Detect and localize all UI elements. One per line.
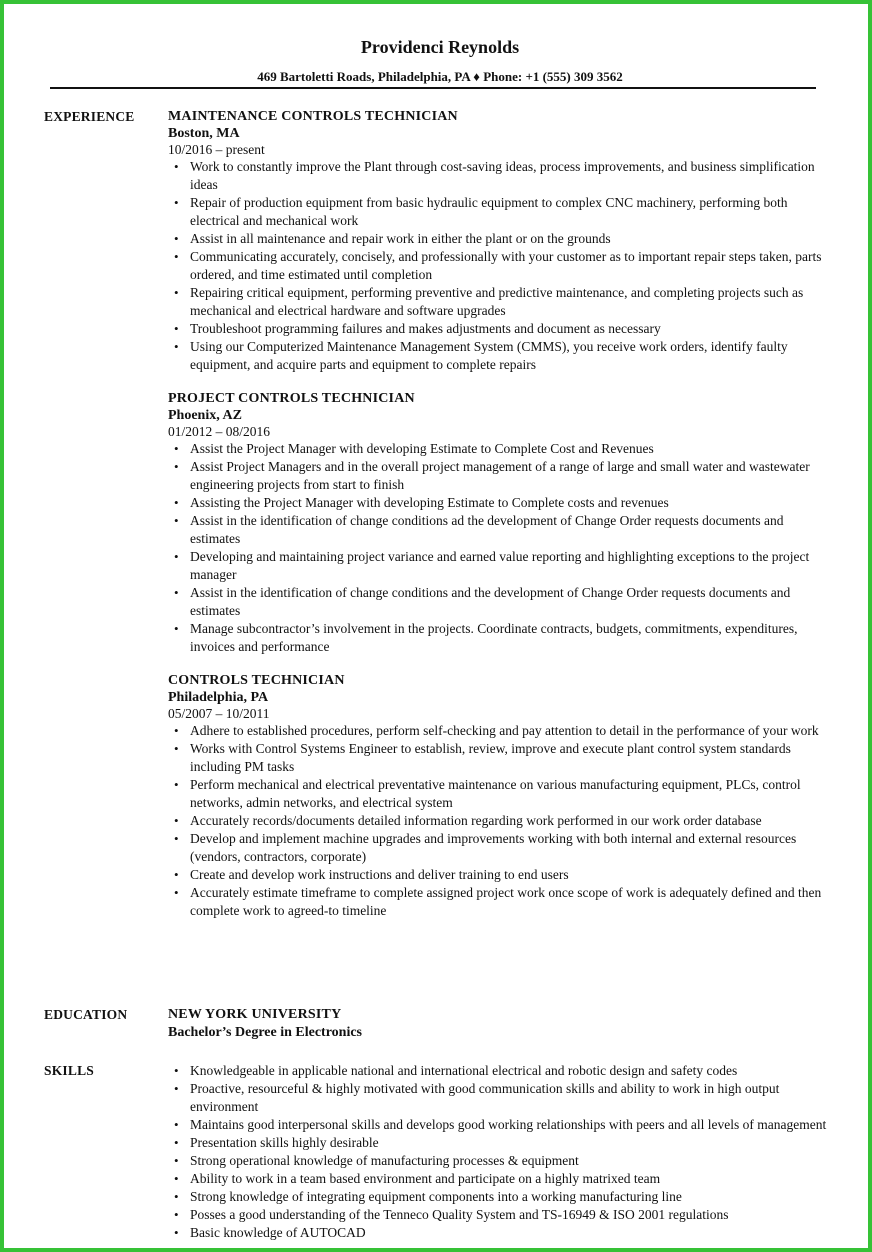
- job-bullet: • Accurately estimate timeframe to complete assigned project work once scope of work is adequately defined and then complete work to agreed-to timeline: [168, 884, 828, 920]
- education-school: NEW YORK UNIVERSITY: [168, 1007, 342, 1022]
- skills-heading: SKILLS: [44, 1063, 94, 1078]
- skill-item: • Strong knowledge of integrating equipment components into a working manufacturing line: [168, 1188, 828, 1206]
- job-bullet: • Using our Computerized Maintenance Management System (CMMS), you receive work orders, identify faulty equipment, and acquire parts and equipment to complete repairs: [168, 338, 828, 374]
- skills-section: [168, 1062, 828, 1242]
- job-entry: [168, 108, 828, 374]
- skill-item: • Presentation skills highly desirable: [168, 1134, 828, 1152]
- job-location: Boston, MA: [168, 126, 240, 141]
- job-bullet: • Work to constantly improve the Plant through cost-saving ideas, process improvements, and business simplification ideas: [168, 158, 828, 194]
- skill-item: • Strong operational knowledge of manufacturing processes & equipment: [168, 1152, 828, 1170]
- job-bullet: • Repairing critical equipment, performing preventive and predictive maintenance, and completing projects such as mechanical and electrical hardware and software upgrades: [168, 284, 828, 320]
- job-dates: 01/2012 – 08/2016: [168, 424, 271, 439]
- job-dates: 10/2016 – present: [168, 142, 265, 157]
- education-section: [168, 1006, 828, 1042]
- job-bullet: • Develop and implement machine upgrades and improvements working with both internal and external resources (vendors, contractors, corporate): [168, 830, 828, 866]
- job-bullet: • Accurately records/documents detailed information regarding work performed in our work order database: [168, 812, 828, 830]
- job-bullet: • Communicating accurately, concisely, and professionally with your customer as to important repair steps taken, parts ordered, and time estimated until completion: [168, 248, 828, 284]
- job-bullet: • Assist in the identification of change conditions and the development of Change Order requests documents and estimates: [168, 584, 828, 620]
- job-bullet: • Troubleshoot programming failures and makes adjustments and document as necessary: [168, 320, 828, 338]
- job-title: CONTROLS TECHNICIAN: [168, 673, 345, 688]
- job-title: MAINTENANCE CONTROLS TECHNICIAN: [168, 109, 458, 124]
- skill-item: • Posses a good understanding of the Tenneco Quality System and TS-16949 & ISO 2001 regulations: [168, 1206, 828, 1224]
- job-dates: 05/2007 – 10/2011: [168, 706, 270, 721]
- skill-item: • Knowledgeable in applicable national and international electrical and robotic design and safety codes: [168, 1062, 828, 1080]
- job-bullet: • Assist in the identification of change conditions ad the development of Change Order requests documents and estimates: [168, 512, 828, 548]
- job-bullet: • Assist the Project Manager with developing Estimate to Complete Cost and Revenues: [168, 440, 828, 458]
- skill-item: • Maintains good interpersonal skills and develops good working relationships with peers and all levels of management: [168, 1116, 828, 1134]
- experience-section: [168, 108, 828, 936]
- job-bullets: [168, 440, 828, 656]
- job-bullet: • Create and develop work instructions and deliver training to end users: [168, 866, 828, 884]
- job-entry: [168, 390, 828, 656]
- job-location: Philadelphia, PA: [168, 690, 269, 705]
- job-bullet: • Assist Project Managers and in the overall project management of a range of large and small water and wastewater engineering projects from start to finish: [168, 458, 828, 494]
- experience-heading: EXPERIENCE: [44, 109, 135, 124]
- contact-line: 469 Bartoletti Roads, Philadelphia, PA ♦ Phone: +1 (555) 309 3562: [257, 69, 623, 84]
- skill-item: • Proactive, resourceful & highly motivated with good communication skills and ability to work in high output environment: [168, 1080, 828, 1116]
- job-bullet: • Works with Control Systems Engineer to establish, review, improve and execute plant control system standards including PM tasks: [168, 740, 828, 776]
- header-divider: [50, 87, 816, 89]
- job-title: PROJECT CONTROLS TECHNICIAN: [168, 391, 415, 406]
- job-bullet: • Assist in all maintenance and repair work in either the plant or on the grounds: [168, 230, 828, 248]
- education-heading: EDUCATION: [44, 1007, 128, 1022]
- education-degree: Bachelor’s Degree in Electronics: [168, 1025, 363, 1040]
- job-bullets: [168, 722, 828, 920]
- job-bullet: • Adhere to established procedures, perform self-checking and pay attention to detail in the performance of your work: [168, 722, 828, 740]
- skill-item: • Ability to work in a team based environment and participate on a highly matrixed team: [168, 1170, 828, 1188]
- skills-list: [168, 1062, 828, 1242]
- job-bullet: • Perform mechanical and electrical preventative maintenance on various manufacturing equipment, PLCs, control networks, admin networks, and electrical system: [168, 776, 828, 812]
- job-location: Phoenix, AZ: [168, 408, 242, 423]
- candidate-name: Providenci Reynolds: [360, 37, 520, 57]
- job-entry: [168, 672, 828, 920]
- job-bullet: • Assisting the Project Manager with developing Estimate to Complete costs and revenues: [168, 494, 828, 512]
- skill-item: • Basic knowledge of AUTOCAD: [168, 1224, 828, 1242]
- job-bullet: • Repair of production equipment from basic hydraulic equipment to complex CNC machinery, performing both electrical and mechanical work: [168, 194, 828, 230]
- job-bullet: • Manage subcontractor’s involvement in the projects. Coordinate contracts, budgets, commitments, expenditures, invoices and performance: [168, 620, 828, 656]
- job-bullets: [168, 158, 828, 374]
- job-bullet: • Developing and maintaining project variance and earned value reporting and highlighting exceptions to the project manager: [168, 548, 828, 584]
